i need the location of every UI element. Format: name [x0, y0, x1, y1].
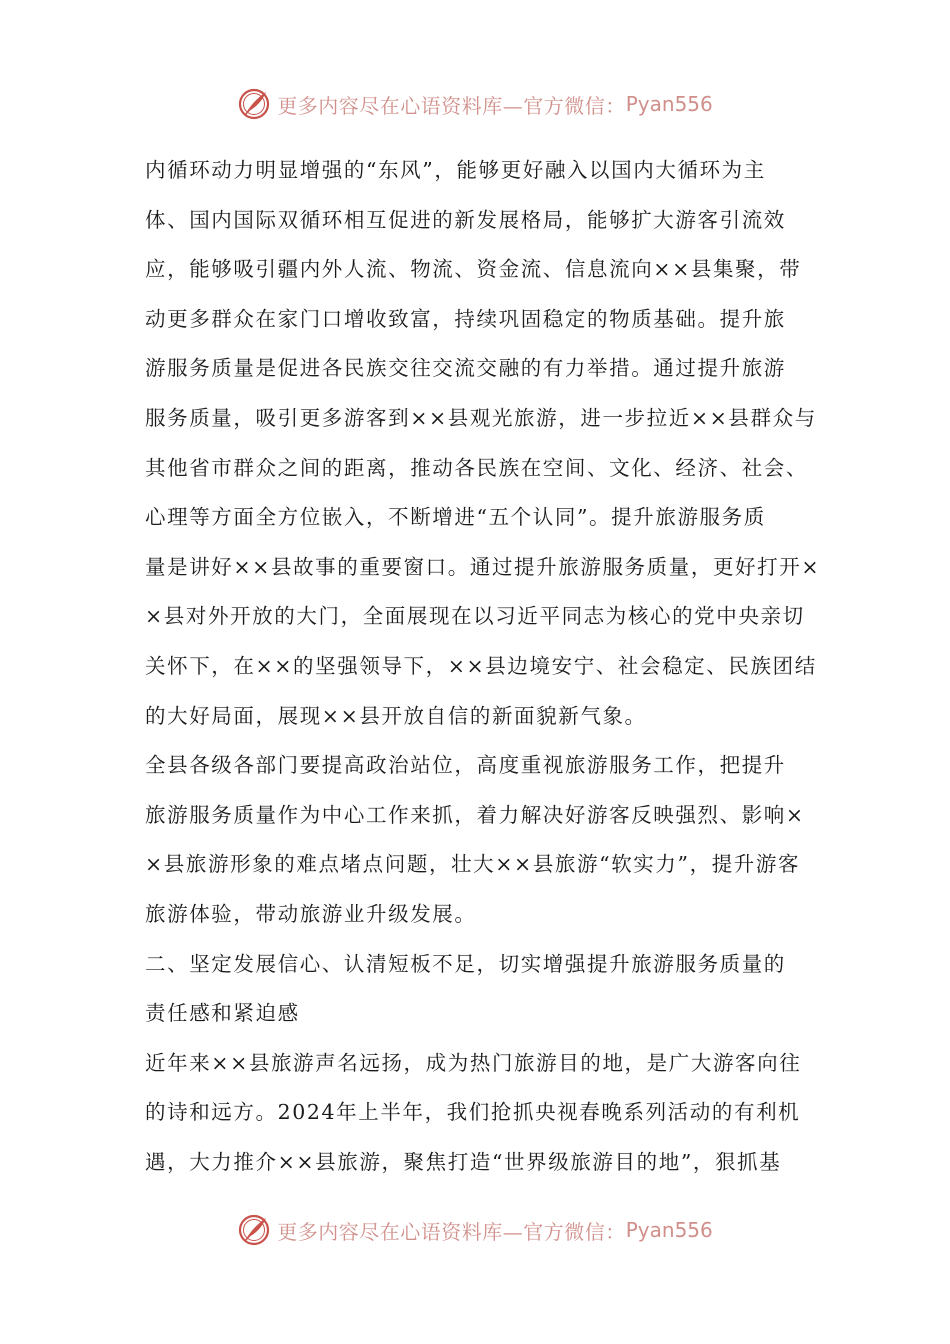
body-line: 关怀下，在××的坚强领导下，××县边境安宁、社会稳定、民族团结 — [145, 653, 817, 678]
body-line: 遇，大力推介××县旅游，聚焦打造“世界级旅游目的地”，狠抓基 — [145, 1149, 782, 1174]
body-line: 应，能够吸引疆内外人流、物流、资金流、信息流向××县集聚，带 — [145, 257, 802, 282]
body-line: 体、国内国际双循环相互促进的新发展格局，能够扩大游客引流效 — [145, 207, 786, 232]
body-line: 的诗和远方。2024年上半年，我们抢抓央视春晚系列活动的有利机 — [145, 1100, 801, 1125]
body-line: 旅游体验，带动旅游业升级发展。 — [145, 901, 477, 926]
body-line: 动更多群众在家门口增收致富，持续巩固稳定的物质基础。提升旅 — [145, 306, 786, 331]
body-line: 游服务质量是促进各民族交往交流交融的有力举措。通过提升旅游 — [145, 356, 786, 381]
body-line: 近年来××县旅游声名远扬，成为热门旅游目的地，是广大游客向往 — [145, 1050, 802, 1075]
watermark-text: 更多内容尽在心语资料库—官方微信： — [277, 1219, 626, 1244]
footer-watermark — [0, 1210, 950, 1250]
watermark-brand: Pyan556 — [625, 1218, 713, 1242]
body-line: ×县旅游形象的难点堵点问题，壮大××县旅游“软实力”，提升游客 — [145, 852, 801, 877]
section-heading: 责任感和紧迫感 — [145, 1001, 300, 1026]
header-watermark — [0, 84, 950, 124]
body-line: 心理等方面全方位嵌入，不断增进“五个认同”。提升旅游服务质 — [145, 505, 766, 530]
document-body — [145, 146, 825, 1187]
body-line: 服务质量，吸引更多游客到××县观光旅游，进一步拉近××县群众与 — [145, 405, 817, 430]
watermark-text: 更多内容尽在心语资料库—官方微信： — [277, 93, 626, 118]
body-line: 旅游服务质量作为中心工作来抓，着力解决好游客反映强烈、影响× — [145, 802, 805, 827]
body-line: ×县对外开放的大门，全面展现在以习近平同志为核心的党中央亲切 — [145, 604, 805, 629]
section-heading: 二、坚定发展信心、认清短板不足，切实增强提升旅游服务质量的 — [145, 951, 786, 976]
watermark-brand: Pyan556 — [625, 92, 713, 116]
feather-pen-seal-icon — [237, 1213, 271, 1247]
body-line: 内循环动力明显增强的“东风”，能够更好融入以国内大循环为主 — [145, 158, 766, 182]
body-line: 量是讲好××县故事的重要窗口。通过提升旅游服务质量，更好打开× — [145, 554, 821, 579]
feather-pen-seal-icon — [237, 87, 271, 121]
body-line: 其他省市群众之间的距离，推动各民族在空间、文化、经济、社会、 — [145, 455, 808, 480]
body-line: 全县各级各部门要提高政治站位，高度重视旅游服务工作，把提升 — [145, 753, 786, 778]
body-line: 的大好局面，展现××县开放自信的新面貌新气象。 — [145, 703, 647, 728]
